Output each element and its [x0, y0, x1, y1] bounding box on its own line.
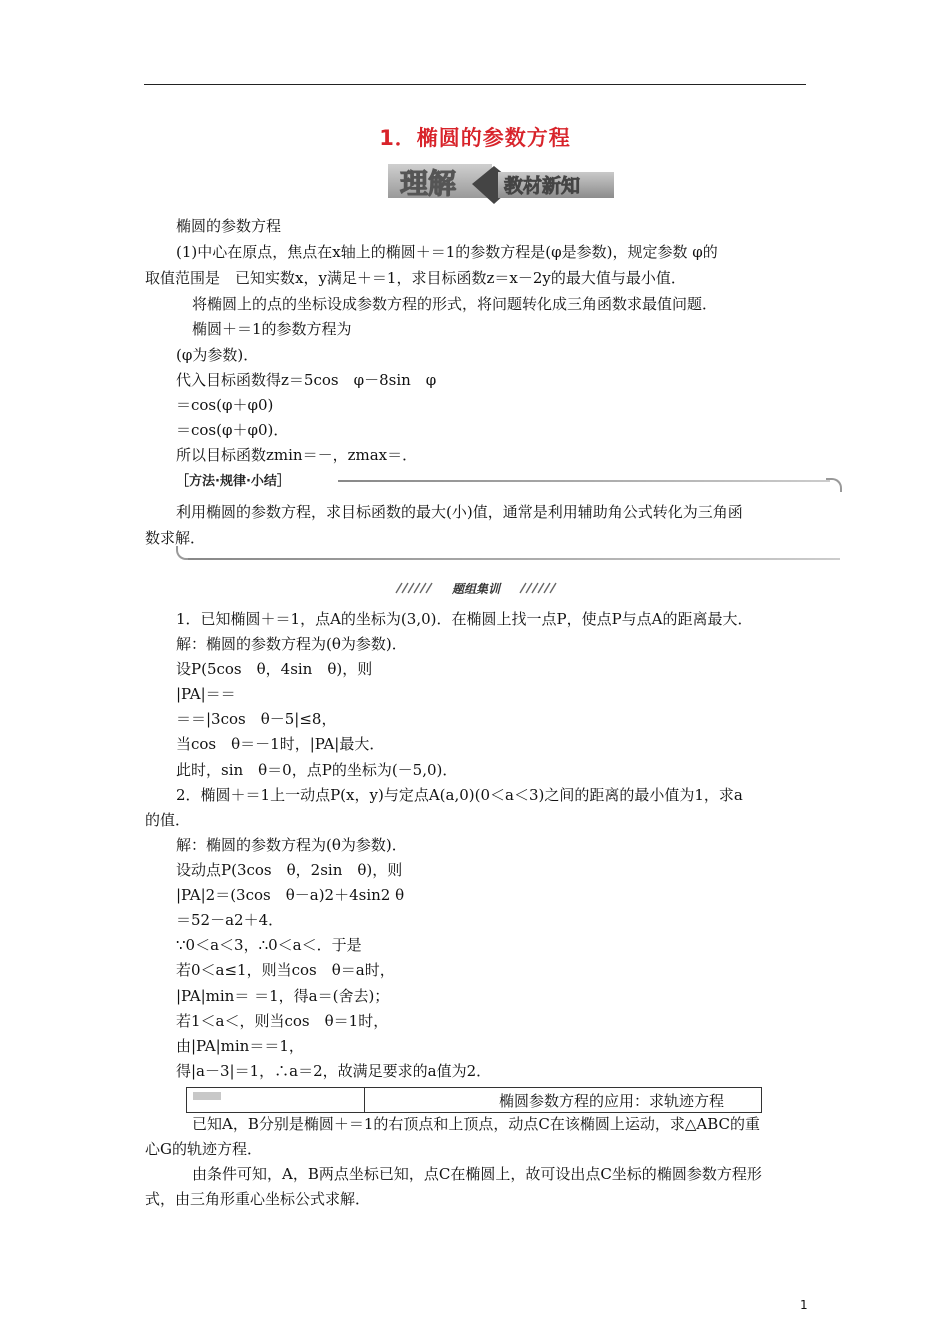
section-banner — [386, 160, 622, 206]
summary-top-rule — [338, 480, 830, 482]
example2-line: 式，由三角形重心坐标公式求解． — [145, 1190, 371, 1208]
problem-line: 若0＜a≤1，则当cos θ＝a时， — [176, 961, 395, 979]
problem-line: |PA|min＝ ＝1，得a＝(舍去)； — [176, 987, 390, 1005]
problem-line: 解：椭圆的参数方程为(θ为参数)． — [176, 635, 407, 653]
example-line: (φ为参数)． — [176, 346, 259, 364]
example-line: 所以目标函数zmin＝－，zmax＝． — [176, 446, 418, 464]
problem-line: |PA|2＝(3cos θ－a)2＋4sin2 θ — [176, 886, 405, 904]
banner-right-text: 教材新知 — [504, 175, 581, 197]
section-box-title: 椭圆参数方程的应用：求轨迹方程 — [499, 1092, 725, 1110]
problem-line: 由|PA|min＝＝1， — [176, 1037, 304, 1055]
concept-line: 取值范围是 已知实数x，y满足＋＝1，求目标函数z＝x－2y的最大值与最小值． — [145, 269, 686, 287]
problem-line: 的值． — [145, 811, 191, 829]
section-box-tag — [193, 1092, 221, 1100]
problem-line: 解：椭圆的参数方程为(θ为参数)． — [176, 836, 407, 854]
example2-line: 已知A，B分别是椭圆＋＝1的右顶点和上顶点，动点C在该椭圆上运动，求△ABC的重 — [192, 1115, 761, 1133]
summary-line: 数求解． — [145, 529, 206, 547]
problem-line: 若1＜a＜，则当cos θ＝1时， — [176, 1012, 389, 1030]
example2-line: 心G的轨迹方程． — [145, 1140, 262, 1158]
example-line: ＝cos(φ＋φ0) — [176, 396, 274, 414]
section-box — [186, 1087, 762, 1113]
problem-line: ＝52－a2＋4． — [176, 911, 284, 929]
summary-bottom-rule — [188, 558, 840, 560]
page-number: 1 — [800, 1298, 808, 1312]
summary-top-corner — [826, 478, 842, 492]
section-box-label-cell — [187, 1088, 365, 1112]
problem-line: 设P(5cos θ，4sin θ)，则 — [176, 660, 373, 678]
problem-line: 设动点P(3cos θ，2sin θ)，则 — [176, 861, 403, 879]
concept-line: (1)中心在原点，焦点在x轴上的椭圆＋＝1的参数方程是(φ是参数)，规定参数 φ的 — [176, 243, 718, 261]
problem-line: 2．椭圆＋＝1上一动点P(x，y)与定点A(a,0)(0＜a＜3)之间的距离的最小值为1，求a — [176, 786, 743, 804]
problem-line: ＝＝|3cos θ－5|≤8， — [176, 710, 337, 728]
group-divider — [392, 580, 560, 596]
example-line: 将椭圆上的点的坐标设成参数方程的形式，将问题转化成三角函数求最值问题． — [192, 295, 718, 313]
summary-heading: ［方法·规律·小结］ — [176, 474, 290, 489]
page-title: 1．椭圆的参数方程 — [379, 126, 571, 150]
concept-heading: 椭圆的参数方程 — [176, 217, 282, 235]
header-rule — [144, 84, 806, 85]
problem-line: 当cos θ＝－1时，|PA|最大． — [176, 735, 385, 753]
example2-line: 由条件可知，A，B两点坐标已知，点C在椭圆上，故可设出点C坐标的椭圆参数方程形 — [192, 1165, 762, 1183]
example-line: ＝cos(φ＋φ0)． — [176, 421, 289, 439]
group-title: 题组集训 — [451, 582, 501, 596]
problem-line: 得|a－3|＝1，∴a＝2，故满足要求的a值为2． — [176, 1062, 492, 1080]
problem-line: 此时，sin θ＝0，点P的坐标为(－5,0)． — [176, 761, 458, 779]
problem-line: ∵0＜a＜3，∴0＜a＜．于是 — [176, 936, 362, 954]
problem-line: |PA|＝＝ — [176, 685, 236, 703]
example-line: 椭圆＋＝1的参数方程为 — [192, 320, 352, 338]
banner-left-text: 理解 — [400, 167, 457, 200]
summary-line: 利用椭圆的参数方程，求目标函数的最大(小)值，通常是利用辅助角公式转化为三角函 — [176, 503, 743, 521]
example-line: 代入目标函数得z＝5cos φ－8sin φ — [176, 371, 437, 389]
problem-line: 1．已知椭圆＋＝1，点A的坐标为(3,0)．在椭圆上找一点P，使点P与点A的距离最大． — [176, 610, 753, 628]
